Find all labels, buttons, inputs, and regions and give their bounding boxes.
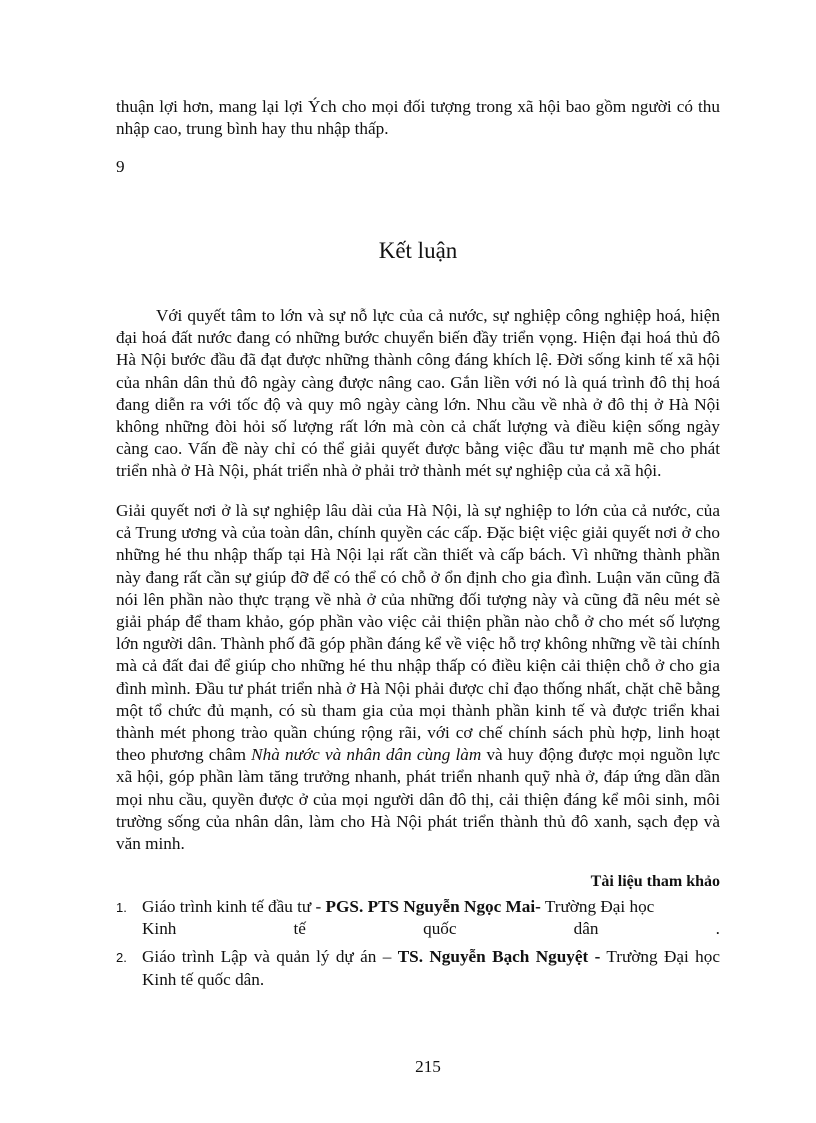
conclusion-paragraph-2: [116, 500, 720, 855]
reference-author: TS. Nguyễn Bạch Nguyệt -: [397, 947, 601, 967]
reference-word: .: [715, 919, 720, 939]
intro-paragraph: thuận lợi hơn, mang lại lợi Ých cho mọi đối tượng trong xã hội bao gồm người có thu nhập cao, trung bình hay thu nhập thấp.: [116, 97, 720, 139]
reference-text: Trường Đại học: [540, 897, 655, 916]
reference-item: [116, 946, 720, 990]
italic-motto: Nhà nước và nhân dân cùng làm: [251, 745, 482, 765]
reference-word: tế: [293, 919, 306, 939]
paragraph-text: và huy động được mọi nguồn lực xã hội, góp phần làm tăng trưởng nhanh, phát triển nhanh quỹ nhà ở, đáp ứng dần dần mọi nhu cầu, quyền được ở của mọi người dân đô thị, cải thiện đáng kể môi sinh, môi trường sống của nhân dân, làm cho Hà Nội phát triển thành thủ đô xanh, sạch đẹp và văn minh.: [116, 745, 720, 854]
reference-word: quốc: [423, 919, 457, 939]
reference-number: 1.: [116, 900, 127, 915]
reference-word: Kinh: [142, 919, 177, 939]
paragraph-text: Giải quyết nơi ở là sự nghiệp lâu dài của Hà Nội, là sự nghiệp to lớn của cả nước, của cả Trung ương và của toàn dân, chính quyền các cấp. Đặc biệt việc giải quyết nơi ở cho những hé thu nhập thấp tại Hà Nội lại rất cần thiết và cấp bách. Vì những thành phần này đang rất cần sự giúp đỡ để có thể có chỗ ở ổn định cho gia đình. Luận văn cũng đã nói lên phần nào thực trạng về nhà ở của những đối tượng này và cũng đã nêu mét sè giải pháp để tham khảo, góp phần vào việc cải thiện phần nào chỗ ở cho mét số lượng lớn người dân. Thành phố đã góp phần đáng kể về việc hỗ trợ không những về tài chính mà cả đất đai để giúp cho những hé thu nhập thấp có điều kiện cải thiện chỗ ở cho gia đình mình. Đầu tư phát triển nhà ở Hà Nội phải được chỉ đạo thống nhất, chặt chẽ bằng một tổ chức đủ mạnh, có sù tham gia của mọi thành phần kinh tế và được triển khai thành mét phong trào quần chúng rộng rãi, với cơ chế chính sách phù hợp, linh hoạt theo phương châm: [116, 501, 720, 765]
page-number: 215: [415, 1057, 441, 1076]
reference-author: PGS. PTS Nguyễn Ngọc Mai-: [325, 897, 541, 916]
reference-continuation: [142, 918, 720, 940]
references-title: Tài liệu tham khảo: [590, 873, 720, 890]
section-heading: Kết luận: [378, 238, 458, 263]
reference-number: 2.: [116, 950, 127, 966]
reference-text: Giáo trình Lập và quản lý dự án –: [142, 947, 398, 967]
conclusion-paragraph-1: Với quyết tâm to lớn và sự nỗ lực của cả nước, sự nghiệp công nghiệp hoá, hiện đại hoá đất nước đang có những bước chuyển biến đầy triển vọng. Hiện đại hoá thủ đô Hà Nội bước đầu đã đạt được những thành công đáng khích lệ. Đời sống kinh tế xã hội của nhân dân thủ đô ngày càng được nâng cao. Gắn liền với nó là quá trình đô thị hoá đang diễn ra với tốc độ và quy mô ngày càng lớn. Nhu cầu về nhà ở đô thị ở Hà Nội không những đòi hỏi số lượng rất lớn mà còn cả chất lượng và điều kiện sống ngày càng cao. Vấn đề này chỉ có thể giải quyết được bằng việc đầu tư mạnh mẽ cho phát triển nhà ở Hà Nội, phát triển nhà ở phải trở thành mét sự nghiệp của cả xã hội.: [116, 306, 720, 481]
reference-text: Giáo trình kinh tế đầu tư -: [142, 897, 326, 916]
reference-item: [116, 896, 720, 940]
reference-text: Trường Đại học Kinh tế quốc dân.: [142, 947, 720, 989]
page-marker: 9: [116, 157, 125, 176]
references-list: [116, 896, 720, 997]
reference-word: dân: [573, 919, 599, 939]
